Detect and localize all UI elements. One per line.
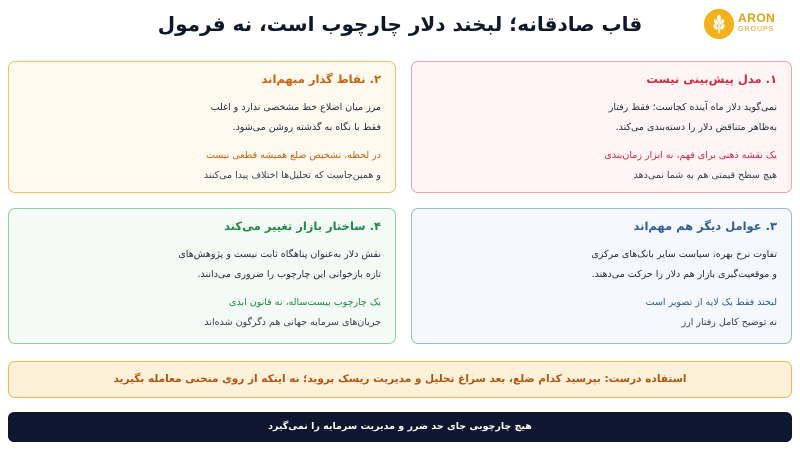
card-text-line: مرز میان اضلاع خط مشخصی ندارد و اغلب xyxy=(210,102,381,113)
card-highlight: یک نقشه ذهنی برای فهم، نه ابزار زمان‌بندی xyxy=(604,150,777,161)
card-note: جریان‌های سرمایه جهانی هم دگرگون شده‌اند xyxy=(204,317,381,328)
card-text-line: فقط با نگاه به گذشته روشن می‌شود. xyxy=(232,122,381,133)
card-text-line: نمی‌گوید دلار ماه آینده کجاست؛ فقط رفتار xyxy=(608,102,777,113)
card-text-line: نقش دلار به‌عنوان پناهگاه ثابت نیست و پژوهش‌های xyxy=(178,249,381,260)
card-transition-points xyxy=(8,61,396,193)
card-not-a-forecast-model xyxy=(411,61,792,193)
wheat-icon xyxy=(704,9,734,39)
aron-logo xyxy=(704,8,784,42)
card-title: ۱. مدل پیش‌بینی نیست xyxy=(646,72,777,86)
card-text-line: تفاوت نرخ بهره، سیاست سایر بانک‌های مرکزی xyxy=(591,249,777,260)
logo-subtitle: GROUPS xyxy=(738,26,775,33)
card-note: و همین‌جاست که تحلیل‌ها اختلاف پیدا می‌کنند xyxy=(203,170,381,181)
card-highlight: یک چارچوب بیست‌ساله، نه قانون ابدی xyxy=(229,297,381,308)
card-title: ۴. ساختار بازار تغییر می‌کند xyxy=(224,219,381,233)
logo-name: ARON xyxy=(738,11,776,25)
card-highlight: در لحظه، تشخیص ضلع همیشه قطعی نیست xyxy=(205,150,381,161)
card-text-line: تازه بازخوانی این چارچوب را ضروری می‌دانند. xyxy=(197,269,381,280)
card-highlight: لبخند فقط یک لایه از تصویر است xyxy=(645,297,777,308)
card-note: هیچ سطح قیمتی هم به شما نمی‌دهد xyxy=(633,170,777,181)
card-title: ۳. عوامل دیگر هم مهم‌اند xyxy=(633,219,777,233)
card-text-line: به‌ظاهر متناقض دلار را دسته‌بندی می‌کند. xyxy=(615,122,777,133)
card-other-factors xyxy=(411,208,792,344)
card-text-line: و موقعیت‌گیری بازار هم دلار را حرکت می‌دهند. xyxy=(591,269,777,280)
card-note: نه توضیح کامل رفتار ارز xyxy=(681,317,777,328)
card-title: ۲. نقاط گذار مبهم‌اند xyxy=(261,72,381,86)
footer-banner: هیچ چارچوبی جای حد ضرر و مدیریت سرمایه را نمی‌گیرد xyxy=(8,412,792,442)
usage-banner: استفاده درست: بپرسید کدام ضلع، بعد سراغ تحلیل و مدیریت ریسک بروید؛ نه اینکه از روی منحنی معامله بگیرید xyxy=(8,361,792,398)
card-market-structure xyxy=(8,208,396,344)
page-title: قاب صادقانه؛ لبخند دلار چارچوب است، نه فرمول xyxy=(157,12,643,36)
